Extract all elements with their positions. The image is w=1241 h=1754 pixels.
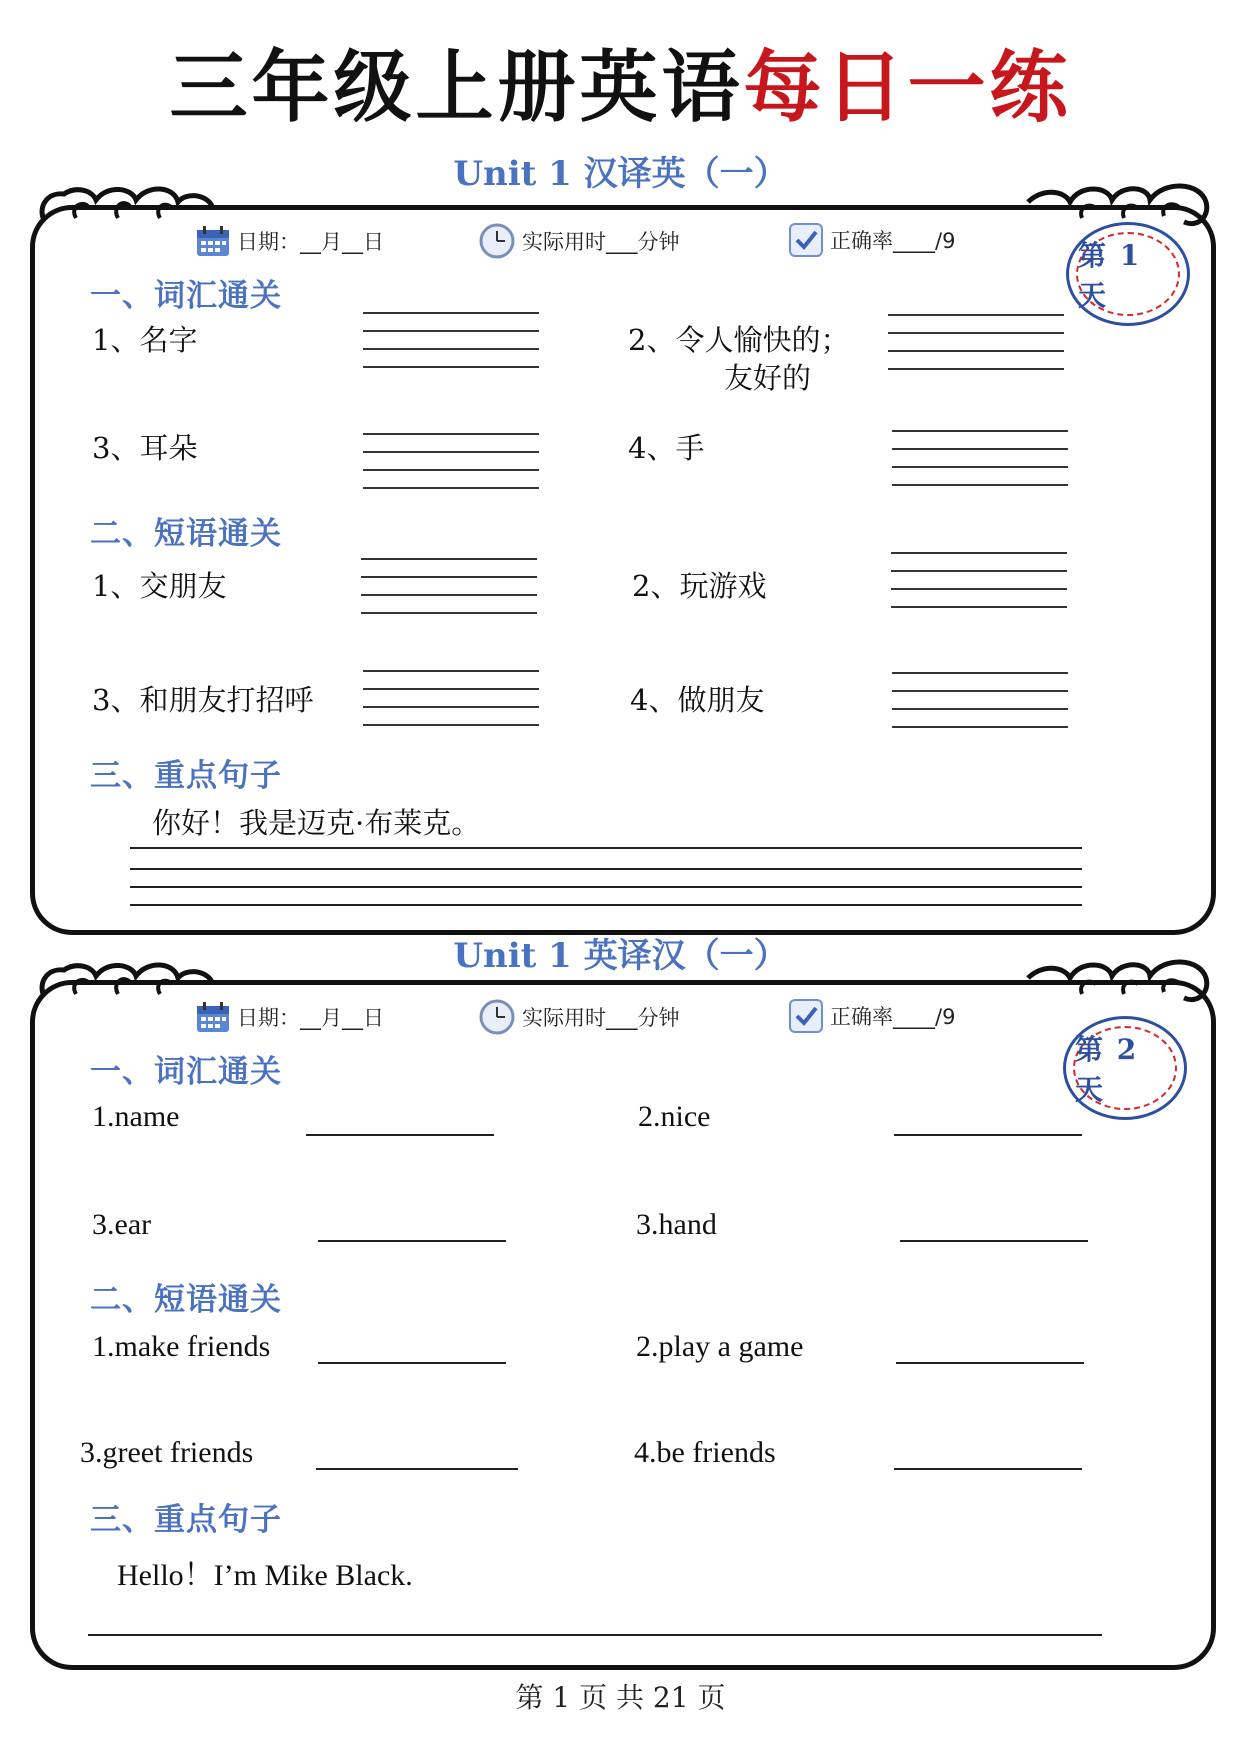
day1-answer-lines[interactable] (361, 558, 537, 630)
day2-phrase-item: 3.greet friends (80, 1436, 254, 1469)
day2-vocab-heading: 一、词汇通关 (90, 1054, 282, 1090)
day1-stamp: 第 1 天 (1066, 222, 1190, 326)
day2-stamp: 第 2 天 (1063, 1016, 1187, 1120)
clock-icon (478, 222, 516, 260)
day1-phrase-item: 1、交朋友 (92, 569, 227, 603)
day1-sentence-heading: 三、重点句子 (90, 758, 282, 794)
day1-phrase-item: 2、玩游戏 (632, 569, 767, 603)
day2-sentence: Hello！I’m Mike Black. (117, 1559, 413, 1592)
day2-vocab-item: 1.name (92, 1100, 180, 1133)
day2-vocab-item: 3.hand (636, 1208, 717, 1241)
page-title-red: 每日一练 (743, 43, 1072, 133)
day1-date-field (195, 224, 384, 258)
day2-phrase-item: 1.make friends (92, 1330, 271, 1363)
day2-answer-blank[interactable] (306, 1134, 494, 1136)
day2-answer-blank[interactable] (318, 1240, 506, 1242)
day1-sentence-line[interactable] (130, 847, 1082, 849)
check-icon (788, 998, 824, 1034)
day2-vocab-item: 3.ear (92, 1208, 152, 1241)
day1-phrase-item: 3、和朋友打招呼 (92, 683, 314, 717)
page-footer: 第 1 页 共 21 页 (515, 1681, 726, 1714)
day1-accuracy-label: 正确率____/9 (830, 229, 956, 253)
day1-sentence-line[interactable] (130, 904, 1082, 906)
day2-phrase-heading: 二、短语通关 (90, 1282, 282, 1318)
day1-sentence: 你好！我是迈克·布莱克。 (152, 806, 481, 840)
day1-sentence-line[interactable] (130, 868, 1082, 870)
day1-phrase-heading: 二、短语通关 (90, 516, 282, 552)
day1-unit-title: Unit 1 汉译英（一） (0, 152, 1241, 196)
day2-date-field (195, 1000, 384, 1034)
day2-phrase-item: 2.play a game (636, 1330, 804, 1363)
day1-vocab-item: 1、名字 (92, 323, 198, 357)
day2-accuracy-field (788, 998, 955, 1034)
day1-answer-lines[interactable] (891, 552, 1067, 624)
day1-vocab-item-cont: 友好的 (724, 361, 812, 395)
day2-vocab-item: 2.nice (638, 1100, 711, 1133)
page-title (0, 38, 1241, 138)
day2-sentence-heading: 三、重点句子 (90, 1502, 282, 1538)
day1-vocab-item: 2、令人愉快的； (628, 323, 850, 357)
day1-vocab-heading: 一、词汇通关 (90, 278, 282, 314)
page-title-black: 三年级上册英语 (169, 43, 744, 133)
day1-vocab-item: 3、耳朵 (92, 431, 198, 465)
day2-time-label: 实际用时___分钟 (522, 1006, 680, 1030)
day1-answer-lines[interactable] (363, 433, 539, 505)
day2-answer-blank[interactable] (316, 1468, 518, 1470)
day1-answer-lines[interactable] (363, 312, 539, 384)
calendar-icon (195, 1000, 231, 1034)
clock-icon (478, 998, 516, 1036)
day1-answer-lines[interactable] (888, 314, 1064, 386)
day1-sentence-line[interactable] (130, 886, 1082, 888)
day1-accuracy-field (788, 222, 955, 258)
day2-sentence-line[interactable] (88, 1634, 1102, 1636)
day1-date-label: 日期：__月__日 (237, 230, 384, 254)
check-icon (788, 222, 824, 258)
day2-date-label: 日期：__月__日 (237, 1006, 384, 1030)
day1-time-field (478, 222, 680, 260)
day2-unit-title: Unit 1 英译汉（一） (0, 934, 1241, 978)
day1-phrase-item: 4、做朋友 (630, 683, 765, 717)
day2-answer-blank[interactable] (896, 1362, 1084, 1364)
day1-answer-lines[interactable] (892, 430, 1068, 502)
day2-time-field (478, 998, 680, 1036)
calendar-icon (195, 224, 231, 258)
day1-time-label: 实际用时___分钟 (522, 230, 680, 254)
day2-answer-blank[interactable] (894, 1468, 1082, 1470)
day1-answer-lines[interactable] (363, 670, 539, 742)
day2-answer-blank[interactable] (900, 1240, 1088, 1242)
day2-phrase-item: 4.be friends (634, 1436, 776, 1469)
day2-answer-blank[interactable] (318, 1362, 506, 1364)
day2-accuracy-label: 正确率____/9 (830, 1005, 956, 1029)
day1-answer-lines[interactable] (892, 672, 1068, 744)
day2-answer-blank[interactable] (894, 1134, 1082, 1136)
day1-vocab-item: 4、手 (628, 431, 705, 465)
